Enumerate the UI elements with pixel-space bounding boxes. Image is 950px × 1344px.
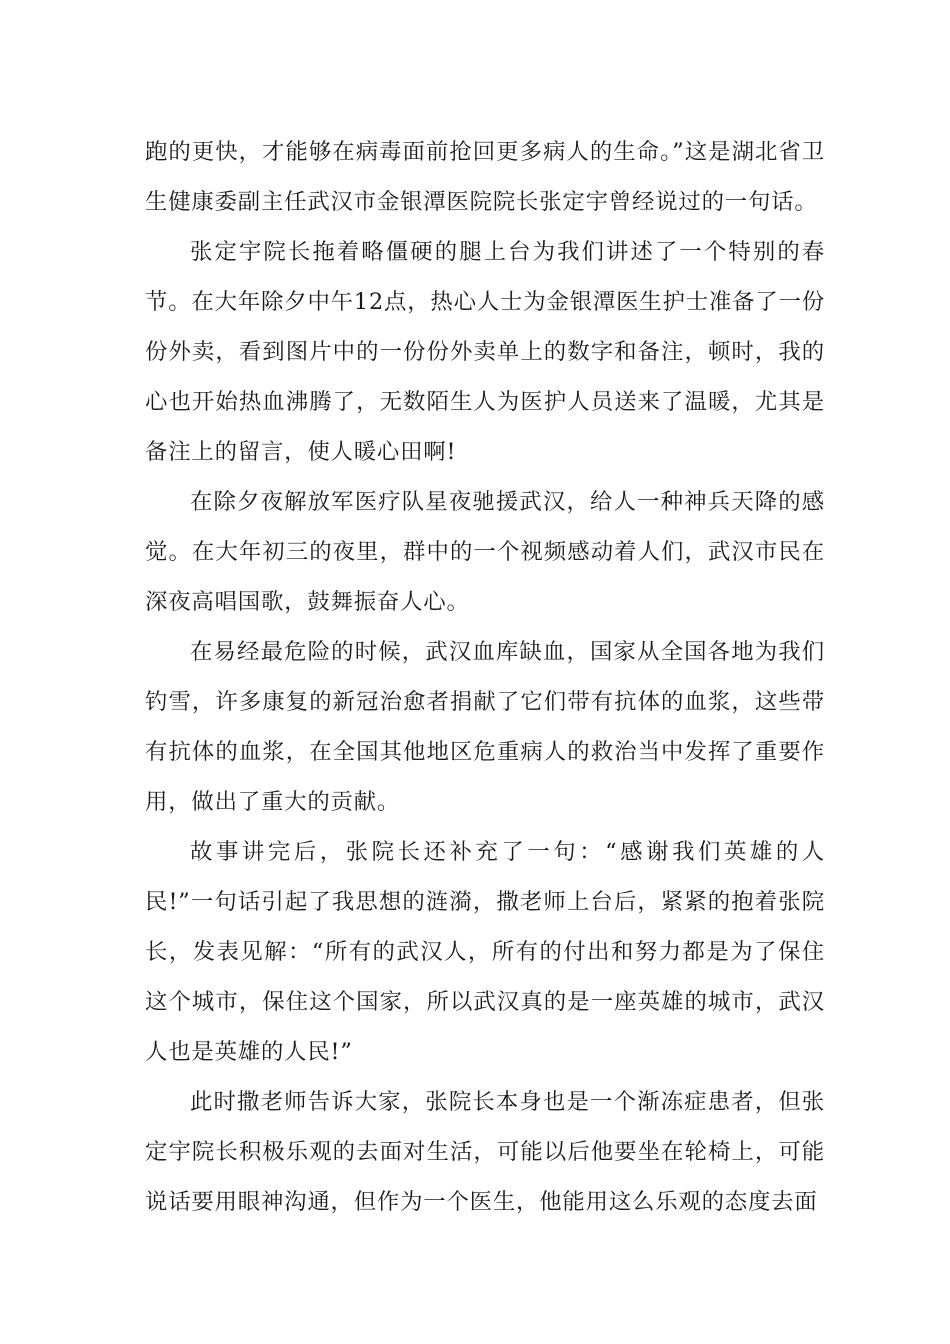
paragraph: 在除夕夜解放军医疗队星夜驰援武汉，给人一种神兵天降的感觉。在大年初三的夜里，群中的一个视频感动着人们，武汉市民在深夜高唱国歌，鼓舞振奋人心。 bbox=[145, 489, 825, 615]
paragraph: 跑的更快，才能够在病毒面前抢回更多病人的生命。”这是湖北省卫生健康委副主任武汉市金银潭医院院长张定宇曾经说过的一句话。 bbox=[145, 139, 825, 215]
paragraph: 在易经最危险的时候，武汉血库缺血，国家从全国各地为我们钓雪，许多康复的新冠治愈者捐献了它们带有抗体的血浆，这些带有抗体的血浆，在全国其他地区危重病人的救治当中发挥了重要作用，做出了重大的贡献。 bbox=[145, 639, 825, 815]
document-page bbox=[145, 127, 825, 1227]
paragraph: 故事讲完后，张院长还补充了一句：“感谢我们英雄的人民!”一句话引起了我思想的涟漪，撒老师上台后，紧紧的抱着张院长，发表见解：“所有的武汉人，所有的付出和努力都是为了保住这个城市，保住这个国家，所以武汉真的是一座英雄的城市，武汉人也是英雄的人民!” bbox=[145, 839, 825, 1065]
paragraph: 张定宇院长拖着略僵硬的腿上台为我们讲述了一个特别的春节。在大年除夕中午12点，热心人士为金银潭医生护士准备了一份份外卖，看到图片中的一份份外卖单上的数字和备注，顿时，我的心也开始热血沸腾了，无数陌生人为医护人员送来了温暖，尤其是备注上的留言，使人暖心田啊! bbox=[145, 239, 825, 465]
paragraph: 此时撒老师告诉大家，张院长本身也是一个渐冻症患者，但张定宇院长积极乐观的去面对生活，可能以后他要坐在轮椅上，可能说话要用眼神沟通，但作为一个医生，他能用这么乐观的态度去面 bbox=[145, 1089, 825, 1215]
